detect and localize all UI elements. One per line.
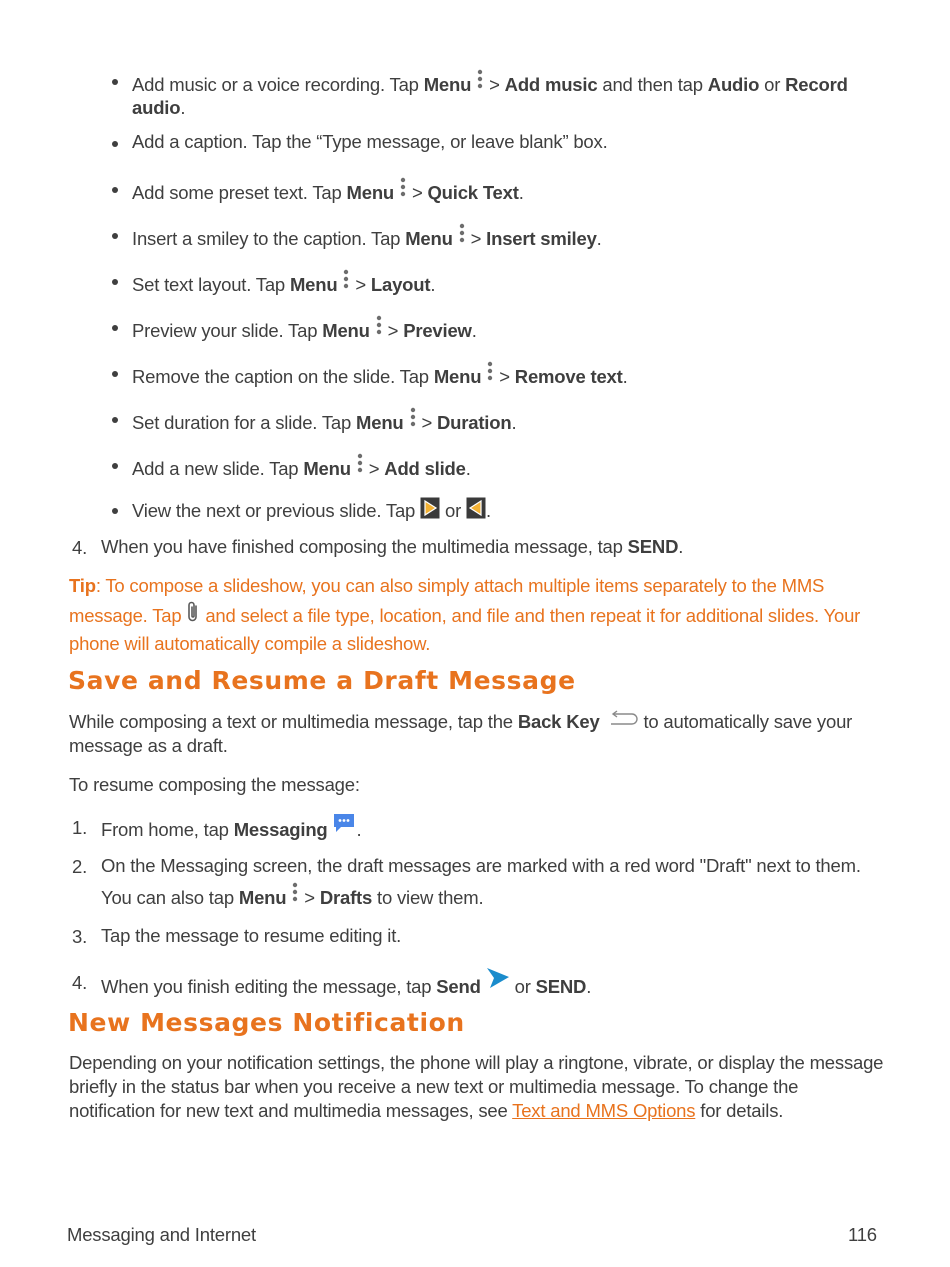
- list-item: Remove the caption on the slide. Tap Menu > Remove text.: [132, 360, 892, 388]
- paragraph: Depending on your notification settings, the phone will play a ringtone, vibrate, or display the message briefly in the status bar when you receive a new text or multimedia message. To change the notification for new text and multimedia messages, see Text and MMS Options for details.: [69, 1052, 884, 1121]
- messaging-icon: [332, 812, 356, 834]
- step-number: 4.: [72, 972, 88, 993]
- list-item: Preview your slide. Tap Menu > Preview.: [132, 314, 892, 342]
- list-item: Set duration for a slide. Tap Menu > Duration.: [132, 406, 892, 434]
- text-mms-options-link[interactable]: Text and MMS Options: [512, 1100, 696, 1121]
- step-text: When you have finished composing the multimedia message, tap SEND.: [101, 536, 684, 557]
- section-heading: Save and Resume a Draft Message: [68, 666, 576, 695]
- step-number: 1.: [72, 817, 88, 838]
- list-item: Insert a smiley to the caption. Tap Menu > Insert smiley.: [132, 222, 892, 250]
- step-number: 4.: [72, 537, 88, 558]
- option-label: Add music: [504, 74, 598, 95]
- step-text: When you finish editing the message, tap Send or SEND.: [101, 967, 891, 1002]
- step-number: 2.: [72, 856, 88, 877]
- option-label: Record audio: [132, 74, 848, 118]
- list-item: Add music or a voice recording. Tap Menu > Add music and then tap Audio or Record audio.: [132, 68, 892, 119]
- menu-icon: [375, 314, 383, 338]
- menu-icon: [476, 68, 484, 92]
- list-item: Add a caption. Tap the “Type message, or leave blank” box.: [132, 131, 608, 152]
- footer-section-title: Messaging and Internet: [67, 1224, 256, 1245]
- menu-icon: [409, 406, 417, 430]
- option-label: Audio: [707, 74, 760, 95]
- menu-icon: [399, 176, 407, 200]
- back-key-icon: [605, 710, 639, 728]
- list-item: Set text layout. Tap Menu > Layout.: [132, 268, 892, 296]
- attach-icon: [186, 600, 200, 624]
- paragraph: To resume composing the message:: [69, 774, 360, 795]
- step-text: On the Messaging screen, the draft messages are marked with a red word "Draft" next to them. You can also tap Menu > Drafts to view them.: [101, 855, 861, 908]
- paragraph: While composing a text or multimedia message, tap the Back Key to automatically save your message as a draft.: [69, 711, 853, 756]
- list-item: View the next or previous slide. Tap or .: [132, 497, 892, 522]
- send-icon: [486, 967, 510, 989]
- menu-icon: [458, 222, 466, 246]
- menu-label: Menu: [423, 74, 472, 95]
- item-text: Add music or a voice recording. Tap: [132, 74, 424, 95]
- section-heading: New Messages Notification: [68, 1008, 465, 1037]
- list-item: Add some preset text. Tap Menu > Quick Text.: [132, 176, 892, 204]
- tip-label: Tip: [69, 575, 96, 596]
- step-text: From home, tap Messaging .: [101, 812, 891, 845]
- step-text: Tap the message to resume editing it.: [101, 925, 402, 946]
- step-number: 3.: [72, 926, 88, 947]
- menu-icon: [356, 452, 364, 476]
- next-slide-icon: [420, 497, 440, 519]
- page-number: 116: [848, 1224, 877, 1245]
- previous-slide-icon: [466, 497, 486, 519]
- tip-note: Tip: To compose a slideshow, you can also simply attach multiple items separately to the MMS message. Tap and select a file type, location, and file and then repeat it for additional slides. Your phone will automatically compile a slideshow.: [69, 575, 861, 654]
- list-item: Add a new slide. Tap Menu > Add slide.: [132, 452, 892, 480]
